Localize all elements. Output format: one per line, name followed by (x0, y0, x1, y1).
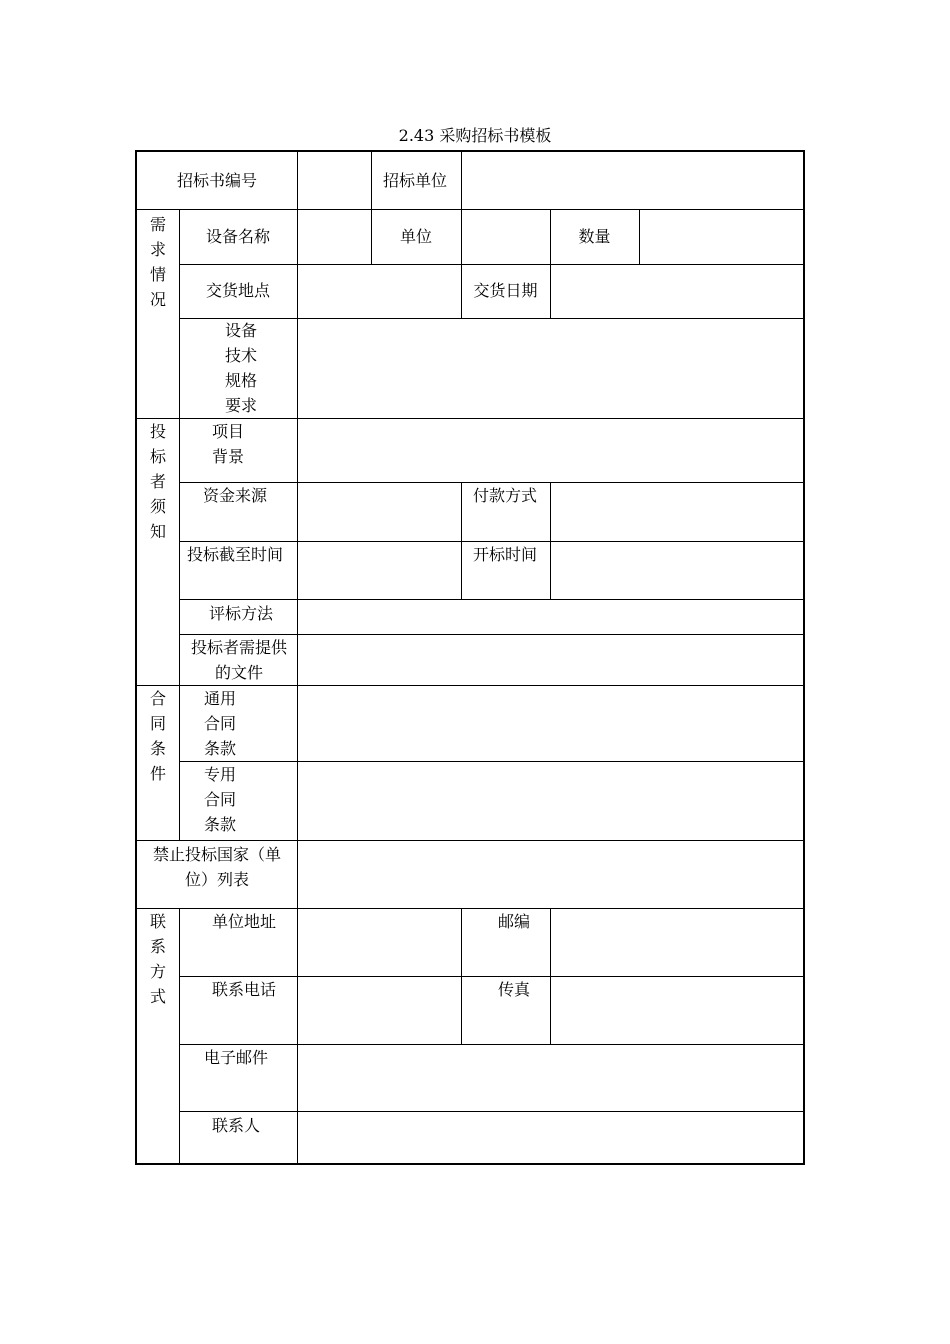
address-field[interactable] (298, 909, 461, 976)
contact-person-field[interactable] (298, 1112, 803, 1163)
contract-group-label: 合 同 条 件 (149, 689, 166, 783)
special-terms-label: 专用 合同 条款 (204, 765, 237, 834)
postcode-field[interactable] (551, 909, 803, 976)
required-docs-label: 投标者需提供 的文件 (190, 638, 287, 682)
demand-group-label: 需 求 情 况 (149, 215, 166, 309)
email-label: 电子邮件 (204, 1048, 269, 1067)
quantity-field[interactable] (640, 210, 803, 264)
general-terms-field[interactable] (298, 686, 803, 761)
document-title: 2.43 采购招标书模板 (398, 126, 552, 145)
grid-line (179, 908, 180, 1163)
delivery-place-field[interactable] (298, 265, 461, 318)
equipment-name-field[interactable] (298, 210, 371, 264)
required-docs-field[interactable] (298, 635, 803, 685)
bidder-notice-group-label: 投 标 者 须 知 (149, 422, 166, 541)
general-terms-label: 通用 合同 条款 (204, 689, 237, 758)
quantity-label: 数量 (578, 227, 611, 246)
prohibited-list-label: 禁止投标国家（单 位）列表 (152, 845, 281, 889)
contact-person-label: 联系人 (212, 1116, 261, 1135)
spec-field[interactable] (298, 319, 803, 418)
phone-label: 联系电话 (212, 980, 277, 999)
fund-source-field[interactable] (298, 483, 461, 541)
grid-line (461, 908, 462, 1044)
address-label: 单位地址 (212, 912, 277, 931)
deadline-label: 投标截至时间 (187, 545, 284, 564)
delivery-date-label: 交货日期 (473, 281, 538, 300)
project-background-label: 项目 背景 (212, 422, 245, 466)
evaluation-method-field[interactable] (298, 600, 803, 634)
contact-group-label: 联 系 方 式 (149, 912, 166, 1006)
tender-no-field[interactable] (298, 152, 371, 209)
email-field[interactable] (298, 1045, 803, 1111)
special-terms-field[interactable] (298, 762, 803, 840)
postcode-label: 邮编 (498, 912, 531, 931)
tender-form-table (135, 150, 805, 1165)
prohibited-list-field[interactable] (298, 841, 803, 908)
spec-label: 设备 技术 规格 要求 (225, 321, 258, 415)
fax-field[interactable] (551, 977, 803, 1044)
evaluation-method-label: 评标方法 (209, 604, 274, 623)
payment-method-label: 付款方式 (473, 486, 538, 505)
fund-source-label: 资金来源 (203, 486, 268, 505)
tender-no-label: 招标书编号 (176, 171, 257, 190)
tender-unit-field[interactable] (462, 152, 803, 209)
equipment-name-label: 设备名称 (205, 227, 270, 246)
unit-field[interactable] (462, 210, 550, 264)
opening-time-label: 开标时间 (473, 545, 538, 564)
grid-line (461, 482, 462, 599)
delivery-place-label: 交货地点 (205, 281, 270, 300)
grid-line (179, 209, 180, 840)
delivery-date-field[interactable] (551, 265, 803, 318)
unit-label: 单位 (399, 227, 432, 246)
deadline-field[interactable] (298, 542, 461, 599)
payment-method-field[interactable] (551, 483, 803, 541)
opening-time-field[interactable] (551, 542, 803, 599)
fax-label: 传真 (498, 980, 531, 999)
project-background-field[interactable] (298, 419, 803, 482)
tender-unit-label: 招标单位 (383, 171, 448, 190)
phone-field[interactable] (298, 977, 461, 1044)
